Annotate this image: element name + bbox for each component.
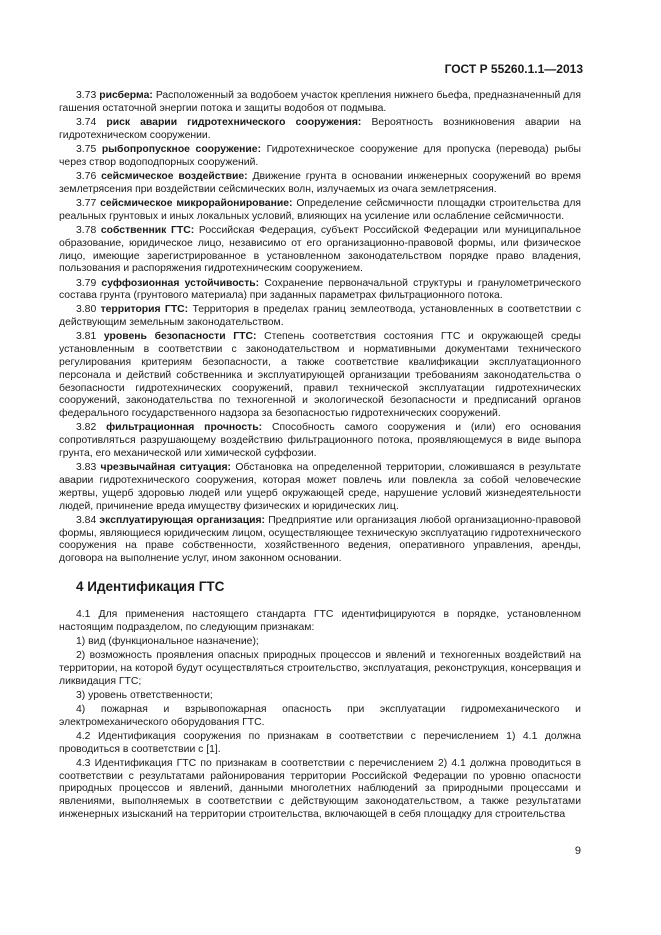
definition-number: 3.75 [76, 143, 97, 155]
definition-item [59, 198, 581, 224]
definition-term: сейсмическое воздействие: [101, 170, 248, 182]
section-paragraph: 4.2 Идентификация сооружения по признакам в соответствии с перечислением 1) 4.1 должна проводиться в соответствии с [1]. [59, 730, 581, 755]
definition-item [59, 304, 581, 330]
section-paragraph: 4.3 Идентификация ГТС по признакам в соответствии с перечислением 2) 4.1 должна проводиться в соответствии с результатами районирования территории Российской Федерации по уровню опасности природных процессов и явлений, данными многолетних наблюдений за природными процессами и явлениями, выполняемых в соответствии с действующим законодательством, а также результатами инженерных изысканий на территории строительства, включающей в себя площадку для строительства [59, 757, 581, 821]
definition-number: 3.81 [76, 331, 97, 343]
definition-text: Определение сейсмичности площадки строительства для реальных грунтовых и иных локальных условий, влияющих на усиление или ослабление сейсмичности. [59, 197, 582, 222]
definition-text: Степень соответствия состояния ГТС и окружающей среды установленным в соответствии с законодательством и нормативными документами технического регулирования критериям безопасности, а также соответствие квалификации эксплуатационного персонала и действий собственника и эксплуатирующей организации требованиям законодательства о безопасности гидротехнических сооружений, правил технической эксплуатации гидротехнических сооружений, законодательства по техногенной и экологической безопасности и предписаний органов федерального государственного надзора за безопасностью гидротехнических сооружений. [59, 331, 582, 420]
definition-text: Российская Федерация, субъект Российской Федерации или муниципальное образование, юридическое лицо, независимо от его организационно-правовой формы, или физическое лицо, имеющие зарегистрированное в установленном законодательством порядке право владения, пользования и распоряжения гидротехническим сооружением. [59, 224, 581, 275]
definition-text: Сохранение первоначальной структуры и гранулометрического состава грунта (грунтового материала) при заданных параметрах фильтрационного потока. [59, 277, 582, 302]
definition-text: Обстановка на определенной территории, сложившаяся в результате аварии гидротехнического сооружения, которая может повлечь или повлекла за собой человеческие жертвы, ущерб здоровью людей или ущерб окружающей среде, нарушение условий жизнедеятельности людей, причинение вреда имуществу физических и юридических лиц. [59, 462, 582, 512]
definition-term: рыбопропускное сооружение: [101, 143, 262, 155]
definition-number: 3.84 [76, 514, 97, 526]
definition-term: фильтрационная прочность: [106, 422, 263, 434]
definition-number: 3.74 [76, 116, 97, 128]
definitions-list [59, 90, 581, 566]
section-paragraph: 3) уровень ответственности; [76, 689, 213, 701]
section-paragraph: 2) возможность проявления опасных природных процессов и явлений и техногенных воздействий на территории, на которой будут осуществляться строительство, эксплуатация, реконструкция, консервация и ликвидация ГТС; [59, 649, 581, 687]
definition-term: эксплуатирующая организация: [99, 514, 265, 526]
definition-item [59, 278, 581, 304]
section-paragraph: 4.1 Для применения настоящего стандарта ГТС идентифицируются в порядке, установленном настоящим подразделом, по следующим признакам: [59, 608, 581, 633]
definition-number: 3.78 [76, 224, 97, 236]
document-id-header: ГОСТ Р 55260.1.1—2013 [444, 62, 583, 76]
definition-number: 3.77 [76, 197, 97, 209]
definition-number: 3.76 [76, 170, 97, 182]
definition-text: Гидротехническое сооружение для пропуска (перевода) рыбы через створ водоподпорных сооружений. [59, 143, 582, 168]
definition-number: 3.73 [76, 90, 97, 101]
definition-item [59, 117, 581, 143]
page-content [59, 90, 581, 823]
page-number: 9 [574, 845, 581, 857]
definition-term: уровень безопасности ГТС: [103, 331, 257, 343]
definition-text: Предприятие или организация любой организационно-правовой формы, являющиеся юридическим лицом, осуществляющее техническую эксплуатацию гидротехнического сооружения на праве собственности, хозяйственного ведения, оперативного управления, аренды, договора на выполнение услуг, ином законном основании. [59, 514, 581, 565]
definition-item [59, 331, 581, 421]
definition-term: рисберма: [99, 90, 153, 101]
definition-term: собственник ГТС: [100, 224, 195, 236]
definition-text: Вероятность возникновения аварии на гидротехническом сооружении. [59, 116, 581, 141]
definition-item [59, 171, 581, 197]
definition-number: 3.80 [76, 304, 97, 316]
definition-term: риск аварии гидротехнического сооружения: [106, 116, 362, 128]
definition-item [59, 90, 581, 116]
definition-item [59, 422, 581, 460]
definition-item [59, 462, 581, 513]
definition-text: Движение грунта в основании инженерных сооружений во время землетрясения при воздействии сейсмических волн, излучаемых из очага землетрясения. [59, 170, 581, 195]
definition-number: 3.83 [76, 462, 97, 474]
section-paragraph: 4) пожарная и взрывопожарная опасность при эксплуатации гидромеханического и электромеханического оборудования ГТС. [59, 703, 581, 728]
section-paragraph: 1) вид (функциональное назначение); [76, 635, 259, 647]
definition-term: суффозионная устойчивость: [101, 277, 260, 289]
definition-item [59, 515, 581, 566]
definition-item [59, 144, 581, 170]
definition-item [59, 225, 581, 276]
definition-number: 3.82 [76, 422, 97, 434]
definition-text: Расположенный за водобоем участок крепления нижнего бьефа, предназначенный для гашения остаточной энергии потока и защиты водобоя от подмыва. [59, 90, 581, 114]
definition-text: Способность самого сооружения и (или) его основания сопротивляться разрушающему воздействию фильтрационного потока, проявляющемуся в виде выпора грунта, его механической или химической суффозии. [59, 422, 582, 460]
definition-term: территория ГТС: [100, 304, 189, 316]
definition-number: 3.79 [76, 277, 97, 289]
definition-term: сейсмическое микрорайонирование: [100, 197, 293, 209]
section-heading: 4 Идентификация ГТС [76, 578, 225, 594]
section-body [59, 609, 581, 822]
definition-term: чрезвычайная ситуация: [100, 462, 231, 474]
definition-text: Территория в пределах границ землеотвода, установленных в соответствии с действующим земельным законодательством. [59, 304, 581, 329]
